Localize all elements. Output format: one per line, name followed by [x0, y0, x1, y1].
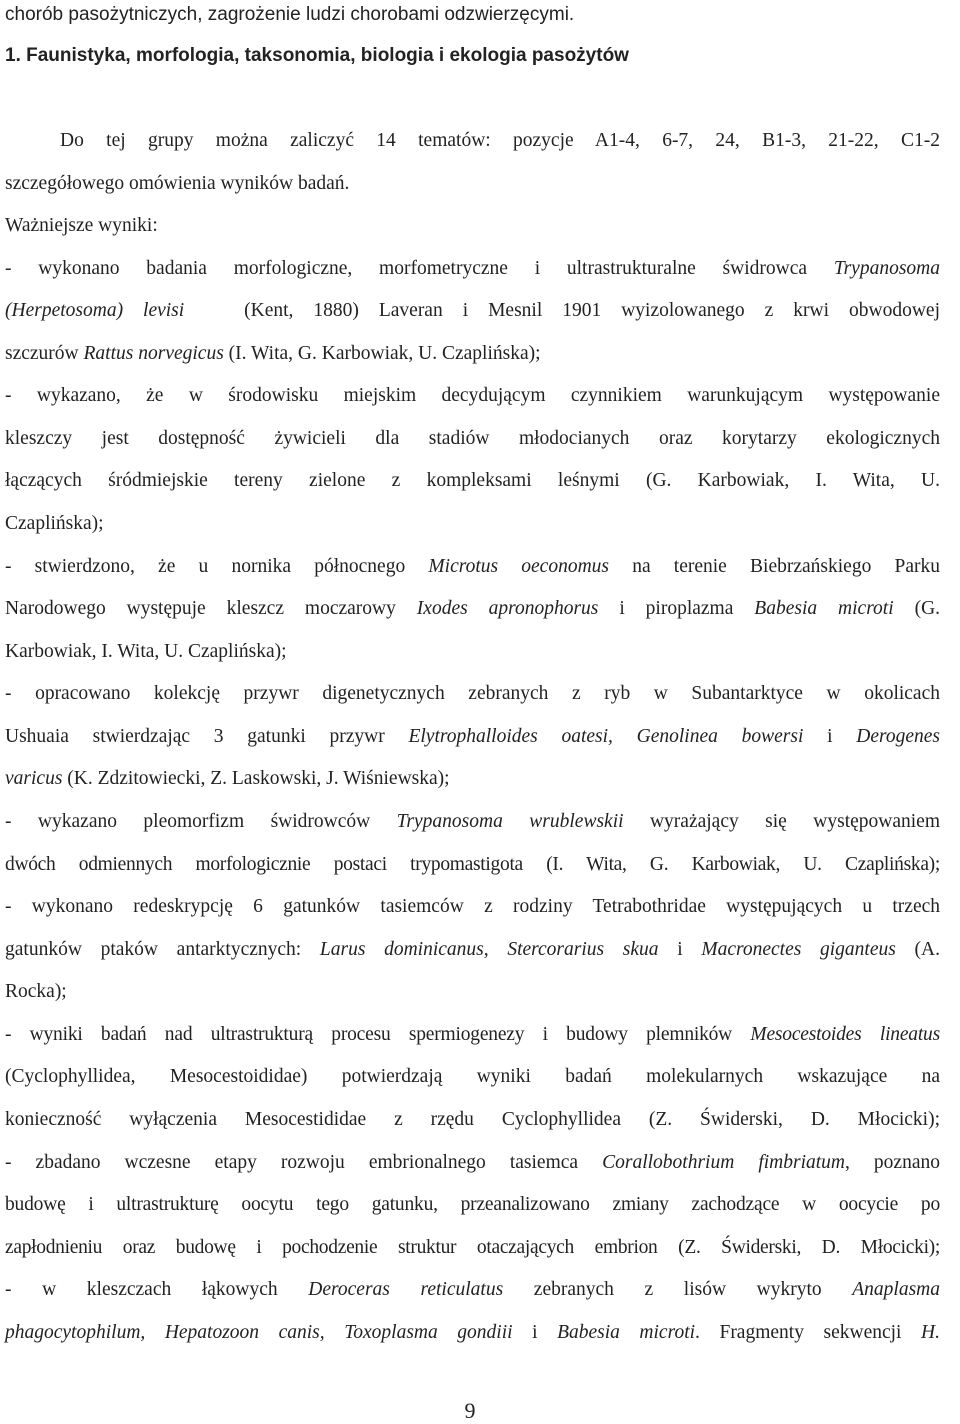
- result-item-line: - zbadano wczesne etapy rozwoju embrionalnego tasiemca Corallobothrium fimbriatum, poznano: [5, 1152, 940, 1173]
- result-item-line: - wykazano, że w środowisku miejskim decydującym czynnikiem warunkującym występowanie: [5, 385, 940, 406]
- result-item-line: gatunków ptaków antarktycznych: Larus dominicanus, Stercorarius skua i Macronectes giganteus (A.: [5, 939, 940, 960]
- result-item-line: - w kleszczach łąkowych Deroceras reticulatus zebranych z lisów wykryto Anaplasma: [5, 1279, 940, 1300]
- result-item-line: łączących śródmiejskie tereny zielone z kompleksami leśnymi (G. Karbowiak, I. Wita, U.: [5, 470, 940, 491]
- result-item-line: dwóch odmiennych morfologicznie postaci trypomastigota (I. Wita, G. Karbowiak, U. Czaplińska);: [5, 854, 940, 875]
- result-item-line: phagocytophilum, Hepatozoon canis, Toxoplasma gondiii i Babesia microti. Fragmenty sekwencji H.: [5, 1322, 940, 1343]
- result-item-line: - opracowano kolekcję przywr digenetycznych zebranych z ryb w Subantarktyce w okolicach: [5, 683, 940, 704]
- result-item-line: budowę i ultrastrukturę oocytu tego gatunku, przeanalizowano zmiany zachodzące w oocycie po: [5, 1194, 940, 1215]
- result-item-line: - stwierdzono, że u nornika północnego Microtus oeconomus na terenie Biebrzańskiego Parku: [5, 556, 940, 577]
- paragraph-line: Do tej grupy można zaliczyć 14 tematów: pozycje A1-4, 6-7, 24, B1-3, 21-22, C1-2: [60, 130, 940, 151]
- result-item-line: Narodowego występuje kleszcz moczarowy Ixodes apronophorus i piroplazma Babesia microti (G.: [5, 598, 941, 619]
- paragraph-line: szczegółowego omówienia wyników badań.: [5, 173, 350, 194]
- result-item-line: zapłodnieniu oraz budowę i pochodzenie struktur otaczających embrion (Z. Świderski, D. Młocicki);: [5, 1237, 940, 1258]
- intro-fragment: chorób pasożytniczych, zagrożenie ludzi chorobami odzwierzęcymi.: [5, 4, 575, 25]
- result-item-line: - wyniki badań nad ultrastrukturą procesu spermiogenezy i budowy plemników Mesocestoides lineatus: [5, 1024, 940, 1045]
- result-item-line: varicus (K. Zdzitowiecki, Z. Laskowski, J. Wiśniewska);: [5, 768, 450, 789]
- result-item-line: - wykonano badania morfologiczne, morfometryczne i ultrastrukturalne świdrowca Trypanosoma: [5, 258, 940, 279]
- result-item-line: - wykazano pleomorfizm świdrowców Trypanosoma wrublewskii wyrażający się występowaniem: [5, 811, 940, 832]
- page-number: 9: [464, 1398, 476, 1423]
- results-label: Ważniejsze wyniki:: [5, 215, 158, 236]
- result-item-line: szczurów Rattus norvegicus (I. Wita, G. Karbowiak, U. Czaplińska);: [5, 343, 541, 364]
- result-item-line: - wykonano redeskrypcję 6 gatunków tasiemców z rodziny Tetrabothridae występujących u trzech: [5, 896, 940, 917]
- section-heading: 1. Faunistyka, morfologia, taksonomia, biologia i ekologia pasożytów: [5, 45, 629, 66]
- result-item-line: Czaplińska);: [5, 513, 104, 534]
- result-item-line: (Cyclophyllidea, Mesocestoididae) potwierdzają wyniki badań molekularnych wskazujące na: [5, 1066, 940, 1087]
- result-item-line: konieczność wyłączenia Mesocestididae z rzędu Cyclophyllidea (Z. Świderski, D. Młocicki);: [5, 1109, 940, 1130]
- result-item-line: Rocka);: [5, 981, 67, 1002]
- result-item-line: (Herpetosoma) levisi (Kent, 1880) Laveran i Mesnil 1901 wyizolowanego z krwi obwodowej: [5, 300, 940, 321]
- result-item-line: Ushuaia stwierdzając 3 gatunki przywr Elytrophalloides oatesi, Genolinea bowersi i Derogenes: [5, 726, 941, 747]
- result-item-line: Karbowiak, I. Wita, U. Czaplińska);: [5, 641, 287, 662]
- result-item-line: kleszczy jest dostępność żywicieli dla stadiów młodocianych oraz korytarzy ekologicznych: [5, 428, 940, 449]
